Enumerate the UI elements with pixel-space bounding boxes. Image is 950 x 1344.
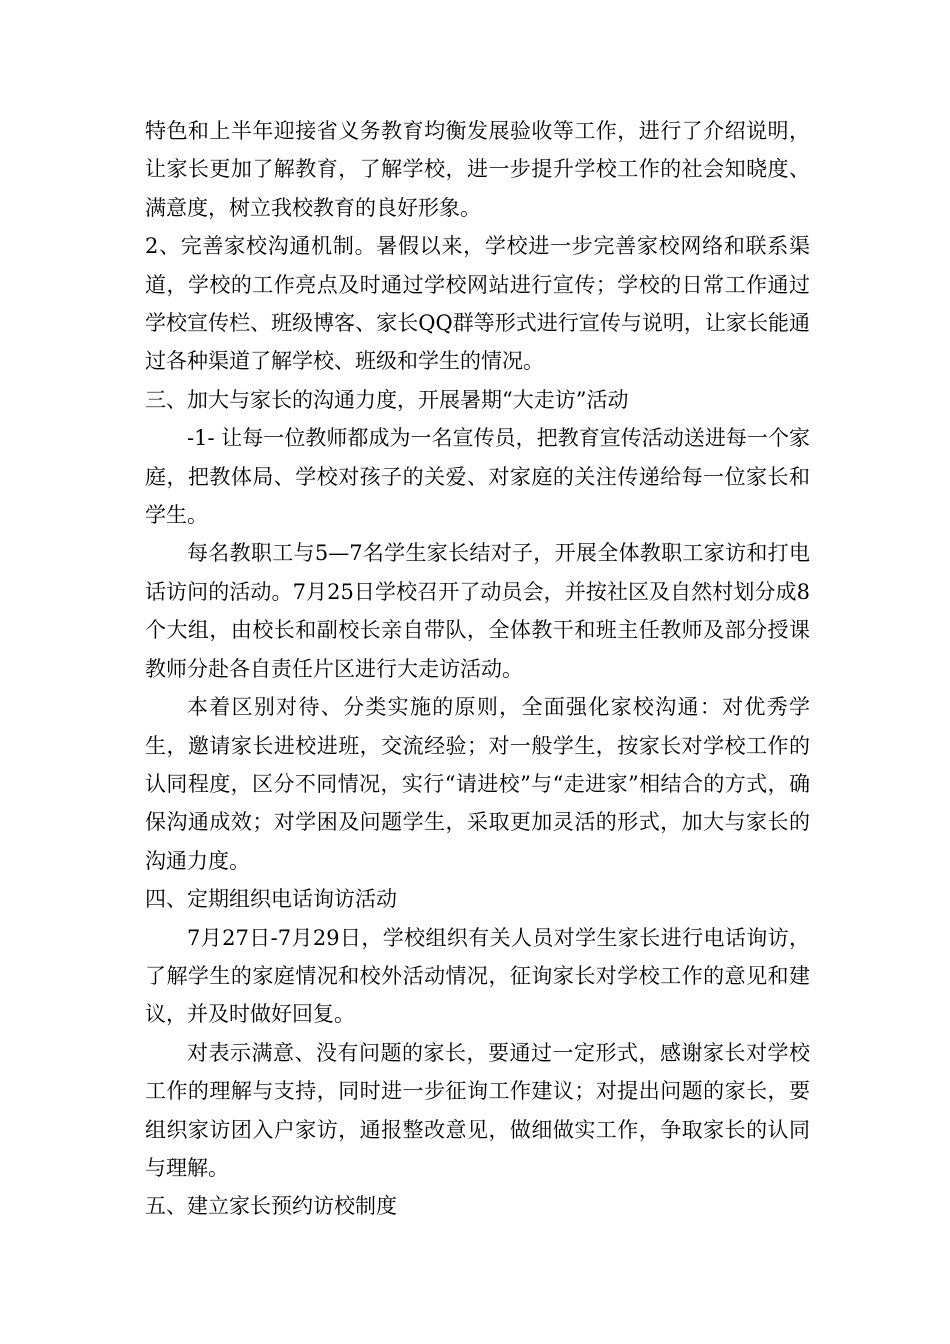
paragraph-item-2: 2、完善家校沟通机制。暑假以来，学校进一步完善家校网络和联系渠道，学校的工作亮点及时通过学校网站进行宣传；学校的日常工作通过学校宣传栏、班级博客、家长QQ群等形式进行宣传与说明，让家长能通过各种渠道了解学校、班级和学生的情况。 (145, 234, 810, 374)
paragraph: 7月27日-7月29日，学校组织有关人员对学生家长进行电话询访，了解学生的家庭情况和校外活动情况，征询家长对学校工作的意见和建议，并及时做好回复。 (145, 925, 810, 1027)
paragraph-continuation: 特色和上半年迎接省义务教育均衡发展验收等工作，进行了介绍说明，让家长更加了解教育，了解学校，进一步提升学校工作的社会知晓度、满意度，树立我校教育的良好形象。 (145, 119, 810, 220)
section-heading-5: 五、建立家长预约访校制度 (145, 1194, 397, 1219)
paragraph: 对表示满意、没有问题的家长，要通过一定形式，感谢家长对学校工作的理解与支持，同时进一步征询工作建议；对提出问题的家长，要组织家访团入户家访，通报整改意见，做细做实工作，争取家长的认同与理解。 (145, 1040, 810, 1180)
section-heading-4: 四、定期组织电话询访活动 (145, 887, 397, 912)
section-heading-3: 三、加大与家长的沟通力度，开展暑期“大走访”活动 (145, 387, 629, 412)
document-body (145, 112, 810, 1226)
paragraph: -1- 让每一位教师都成为一名宣传员，把教育宣传活动送进每一个家庭，把教体局、学校对孩子的关爱、对家庭的关注传递给每一位家长和学生。 (145, 426, 810, 528)
paragraph: 本着区别对待、分类实施的原则，全面强化家校沟通：对优秀学生，邀请家长进校进班，交流经验；对一般学生，按家长对学校工作的认同程度，区分不同情况，实行“请进校”与“走进家”相结合的方式，确保沟通成效；对学困及问题学生，采取更加灵活的形式，加大与家长的沟通力度。 (145, 695, 810, 873)
paragraph: 每名教职工与5—7名学生家长结对子，开展全体教职工家访和打电话访问的活动。7月25日学校召开了动员会，并按社区及自然村划分成8个大组，由校长和副校长亲自带队，全体教干和班主任教师及部分授课教师分赴各自责任片区进行大走访活动。 (145, 541, 810, 681)
